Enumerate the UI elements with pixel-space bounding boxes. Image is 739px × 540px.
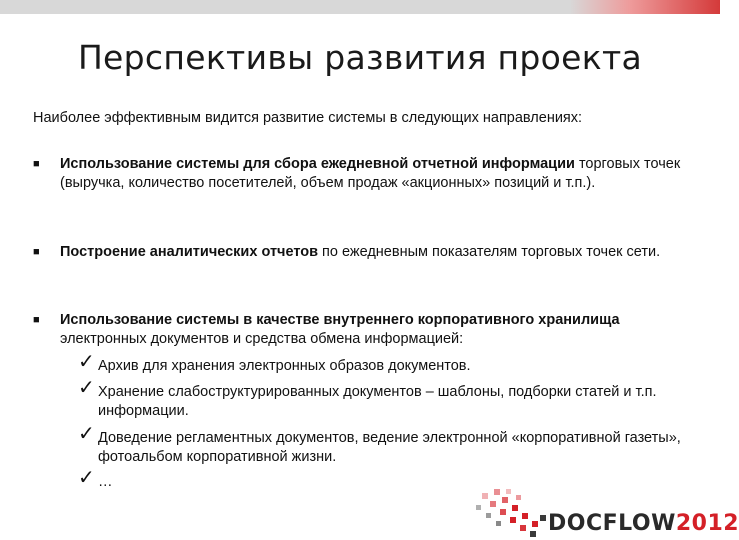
sub-item-2	[78, 377, 698, 421]
square-bullet-icon: ■	[33, 158, 40, 170]
docflow-logo-text	[548, 511, 739, 536]
sub-item-text: Доведение регламентных документов, ведение электронной «корпоративной газеты», фотоальбом корпоративной жизни.	[98, 430, 681, 465]
checkmark-icon: ✓	[78, 467, 95, 489]
bullet-text: по ежедневным показателям торговых точек сети.	[318, 244, 661, 260]
sub-item-text: Архив для хранения электронных образов документов.	[98, 358, 471, 374]
bullet-item-1	[33, 155, 693, 193]
bullet-lead: Использование системы для сбора ежедневной отчетной информации	[60, 156, 575, 172]
bullet-text: торговых точек (выручка, количество посетителей, объем продаж «акционных» позиций и т.п.).	[60, 156, 681, 191]
checkmark-icon: ✓	[78, 351, 95, 373]
square-bullet-icon: ■	[33, 246, 40, 258]
sub-item-text: …	[98, 474, 113, 490]
logo-year: 2012	[675, 511, 739, 536]
sub-item-text: Хранение слабоструктурированных документов – шаблоны, подборки статей и т.п. информации.	[98, 384, 657, 419]
slide-intro: Наиболее эффективным видится развитие системы в следующих направлениях:	[33, 110, 583, 126]
checkmark-icon: ✓	[78, 423, 95, 445]
sub-item-3	[78, 423, 698, 467]
bullet-item-3	[33, 311, 693, 349]
bullet-text: электронных документов и средства обмена информацией:	[60, 331, 464, 347]
bullet-item-2	[33, 243, 693, 262]
bullet-lead: Использование системы в качестве внутреннего корпоративного хранилища	[60, 312, 620, 328]
bullet-lead: Построение аналитических отчетов	[60, 244, 319, 260]
checkmark-icon: ✓	[78, 377, 95, 399]
logo-word: DOCFLOW	[548, 511, 676, 536]
square-bullet-icon: ■	[33, 314, 40, 326]
sub-item-1	[78, 351, 698, 376]
slide-title: Перспективы развития проекта	[77, 38, 643, 77]
top-decor-accent	[570, 0, 720, 14]
